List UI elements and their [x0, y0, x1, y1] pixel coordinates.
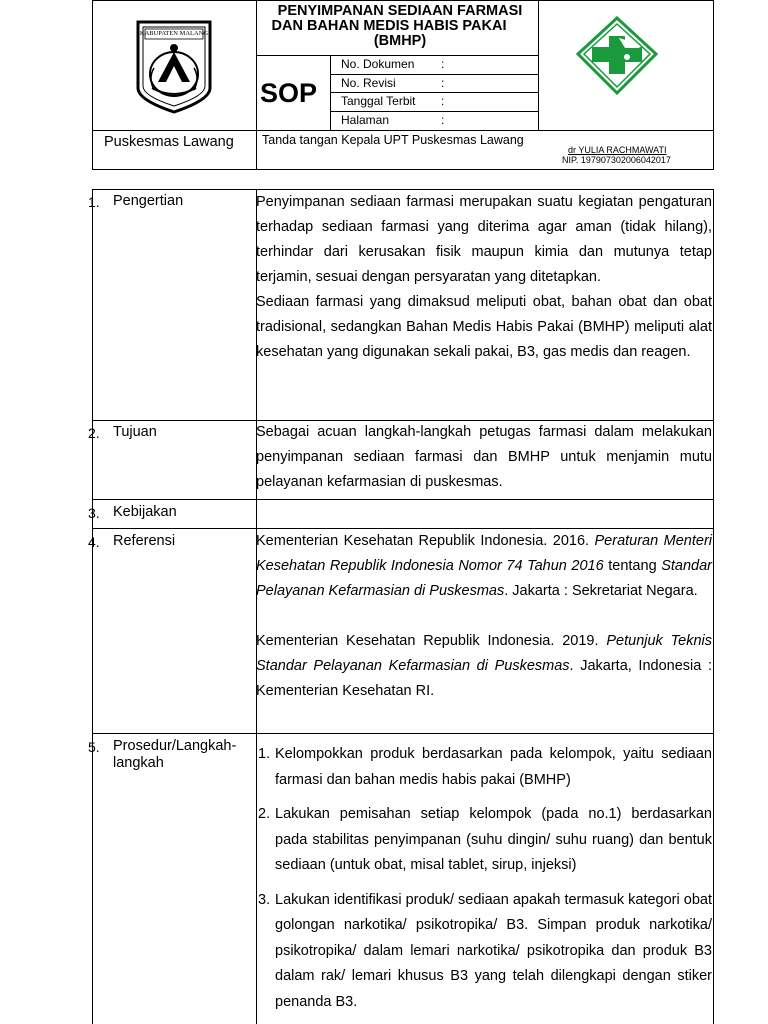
section-number: 5.: [88, 739, 100, 755]
signer-nip: NIP. 197907302006042017: [562, 155, 671, 165]
pengertian-text: [256, 190, 712, 365]
meta-colon: :: [441, 113, 445, 127]
section-label-prosedur: Prosedur/Langkah-langkah: [113, 738, 237, 771]
section-number: 3.: [88, 505, 100, 521]
title-line: PENYIMPANAN SEDIAAN FARMASI: [277, 3, 523, 19]
meta-row: [341, 94, 445, 108]
reference-1: Kementerian Kesehatan Republik Indonesia. 2016. Peraturan Menteri Kesehatan Republik Indonesia Nomor 74 Tahun 2016 tentang Standar Pelayanan Kefarmasian di Puskesmas. Jakarta : Sekretariat Negara.: [256, 533, 712, 599]
meta-colon: :: [441, 57, 445, 71]
tujuan-text: Sebagai acuan langkah-langkah petugas farmasi dalam melakukan penyimpanan sediaan farmasi dan BMHP untuk menjamin mutu pelayanan kefarmasian di puskesmas.: [256, 424, 712, 490]
meta-label: No. Revisi: [341, 76, 396, 90]
section-label-kebijakan: Kebijakan: [113, 504, 177, 520]
signer-name: dr YULIA RACHMAWATI: [568, 145, 667, 155]
meta-label: Tanggal Terbit: [341, 94, 416, 108]
puskesmas-name: Puskesmas Lawang: [104, 134, 234, 150]
signature-caption: Tanda tangan Kepala UPT Puskesmas Lawang: [262, 133, 524, 147]
meta-colon: :: [441, 94, 445, 108]
puskesmas-logo-icon: [576, 16, 658, 96]
section-label-referensi: Referensi: [113, 533, 176, 549]
logo-text: KABUPATEN MALANG: [139, 30, 209, 37]
section-number: 1.: [88, 194, 100, 210]
referensi-text: [256, 529, 712, 704]
document-title: [262, 4, 538, 49]
section-label-pengertian: Pengertian: [113, 193, 184, 209]
procedure-step: 3. Lakukan identifikasi produk/ sediaan apakah termasuk kategori obat golongan narkotika/ psikotropika/ B3. Simpan produk narkotika/ psikotropika/ dalam lemari narkotika/ psikotropika dan produk B3 dalam rak/ lemari khusus B3 yang telah dilengkapi dengan stiker penanda B3.: [258, 891, 712, 1010]
section-number: 4.: [88, 534, 100, 550]
procedure-step: 1. Kelompokkan produk berdasarkan pada kelompok, yaitu sediaan farmasi dan bahan medis habis pakai (BMHP): [258, 746, 712, 788]
meta-label: Halaman: [341, 113, 390, 127]
procedure-step: 2. Lakukan pemisahan setiap kelompok (pada no.1) berdasarkan pada stabilitas penyimpanan (suhu dingin/ suhu ruang) dan bentuk sediaan (untuk obat, misal tablet, sirup, injeksi): [258, 806, 712, 873]
meta-row: [341, 113, 445, 127]
meta-row: [341, 76, 445, 90]
meta-row: [341, 57, 445, 71]
procedure-steps: [256, 742, 712, 1024]
section-number: 2.: [88, 425, 100, 441]
paragraph: Penyimpanan sediaan farmasi merupakan suatu kegiatan pengaturan terhadap sediaan farmasi yang diterima agar aman (tidak hilang), terhindar dari kerusakan fisik maupun kimia dan mutunya tetap terjamin, sesuai dengan persyaratan yang ditetapkan.: [256, 194, 712, 285]
reference-2: Kementerian Kesehatan Republik Indonesia. 2019. Petunjuk Teknis Standar Pelayanan Kefarmasian di Puskesmas. Jakarta, Indonesia : Kementerian Kesehatan RI.: [256, 633, 712, 699]
section-label-tujuan: Tujuan: [113, 424, 157, 440]
paragraph: Sediaan farmasi yang dimaksud meliputi obat, bahan obat dan obat tradisional, sedangkan Bahan Medis Habis Pakai (BMHP) meliputi alat kesehatan yang digunakan sekali pakai, B3, gas medis dan reagen.: [256, 294, 712, 360]
meta-colon: :: [441, 76, 445, 90]
title-line: DAN BAHAN MEDIS HABIS PAKAI: [271, 18, 507, 34]
kabupaten-malang-logo: [134, 18, 214, 114]
meta-label: No. Dokumen: [341, 57, 415, 71]
sop-label: SOP: [260, 78, 318, 108]
title-line: (BMHP): [373, 33, 427, 49]
